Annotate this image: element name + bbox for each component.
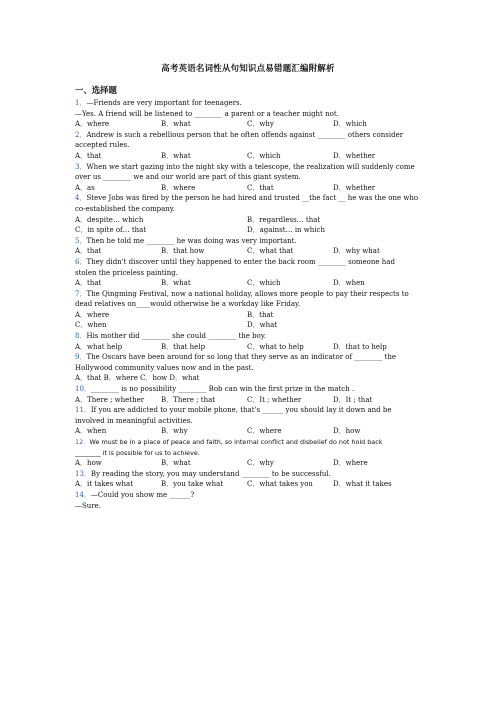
question-stem-continued — [75, 501, 420, 512]
option-d[interactable]: D．where — [333, 459, 368, 468]
question-stem-continued — [75, 448, 420, 459]
question-2 — [75, 130, 420, 162]
question-text: stolen the priceless painting. — [75, 268, 179, 277]
question-stem — [75, 162, 420, 173]
option-b[interactable]: B．what — [161, 459, 191, 468]
question-text: —Could you show me ______? — [90, 490, 195, 499]
option-a[interactable]: A．what help — [75, 342, 123, 351]
option-a[interactable]: A．where — [75, 310, 110, 319]
option-d[interactable]: D．that to help — [333, 342, 387, 351]
question-text: co-established the company. — [75, 204, 176, 213]
question-stem-continued — [75, 204, 420, 215]
option-d[interactable]: D．It ; that — [333, 395, 373, 404]
option-row — [75, 320, 420, 331]
question-stem — [75, 193, 420, 204]
question-13 — [75, 469, 420, 490]
question-number: 5． — [75, 236, 87, 245]
question-number: 4． — [75, 194, 87, 203]
option-b[interactable]: B．why — [161, 427, 188, 436]
option-c[interactable]: C．what that — [247, 247, 294, 256]
option-a[interactable]: A．There ; whether — [75, 395, 145, 404]
option-row — [75, 479, 420, 490]
option-c[interactable]: C．which — [247, 279, 281, 288]
question-text: involved in meaningful activities. — [75, 416, 193, 425]
option-c[interactable]: C．where — [247, 427, 282, 436]
question-stem-continued — [75, 268, 420, 279]
question-stem-continued — [75, 172, 420, 183]
option-c[interactable]: C．that — [247, 183, 274, 192]
option-d[interactable]: D．whether — [333, 183, 376, 192]
question-stem — [75, 352, 420, 363]
question-14 — [75, 490, 420, 511]
option-d[interactable]: D．whether — [333, 151, 376, 160]
question-stem-continued — [75, 299, 420, 310]
question-text: ________ is no possibility ________ Bob can win the first prize in the match . — [90, 385, 355, 394]
question-number: 14． — [75, 490, 91, 499]
option-row — [75, 225, 420, 236]
option-b[interactable]: B．you take what — [161, 480, 224, 489]
question-stem — [75, 437, 420, 448]
question-number: 11． — [75, 406, 91, 415]
question-number: 1． — [75, 99, 87, 107]
option-d[interactable]: D．when — [333, 279, 365, 288]
option-b[interactable]: B．what — [161, 120, 191, 129]
question-stem — [75, 490, 420, 501]
option-row — [75, 119, 420, 130]
option-a[interactable]: A．as — [75, 183, 95, 192]
question-text: His mother did ________ she could ________ the boy. — [86, 332, 267, 341]
option-d[interactable]: D．which — [333, 120, 367, 129]
option-c[interactable]: C．what takes you — [247, 480, 313, 489]
option-d[interactable]: D．how — [333, 427, 361, 436]
option-b[interactable]: B．where — [161, 183, 196, 192]
question-stem — [75, 384, 420, 395]
question-stem-continued — [75, 140, 420, 151]
question-11 — [75, 405, 420, 437]
option-a[interactable]: A．how — [75, 459, 102, 468]
option-d[interactable]: D．what — [247, 321, 278, 330]
option-row — [75, 310, 420, 321]
option-row — [75, 215, 420, 226]
option-row — [75, 342, 420, 353]
question-stem — [75, 130, 420, 141]
question-8 — [75, 331, 420, 352]
option-row — [75, 458, 420, 469]
question-text: They didn't discover until they happened to enter the back room ________ someone had — [86, 257, 395, 266]
question-number: 9． — [75, 353, 87, 362]
question-stem — [75, 331, 420, 342]
option-row — [75, 395, 420, 406]
question-5 — [75, 236, 420, 257]
question-stem — [75, 257, 420, 268]
option-b[interactable]: B．There ; that — [161, 395, 216, 404]
question-9 — [75, 352, 420, 384]
question-stem-continued — [75, 373, 420, 384]
question-stem-continued — [75, 416, 420, 427]
option-b[interactable]: B．that — [247, 310, 274, 319]
option-a[interactable]: A．that — [75, 247, 102, 256]
question-number: 12． — [75, 438, 90, 446]
question-number: 2． — [75, 130, 87, 139]
question-3 — [75, 162, 420, 194]
question-number: 6． — [75, 257, 87, 266]
question-text: Then he told me ________ he was doing was very important. — [86, 236, 297, 245]
question-stem — [75, 98, 420, 109]
question-text: —Sure. — [75, 501, 102, 510]
question-text: Hollywood community values now and in the past. — [75, 363, 254, 372]
question-number: 8． — [75, 332, 87, 341]
question-6 — [75, 257, 420, 289]
question-text: A．that B．where C．how D．what — [75, 374, 200, 383]
question-stem-continued — [75, 109, 420, 120]
question-text: dead relatives on____would otherwise be a workday like Friday. — [75, 300, 301, 309]
question-text: —Friends are very important for teenagers. — [86, 99, 242, 107]
option-c[interactable]: C．why — [247, 120, 274, 129]
option-b[interactable]: B．that help — [161, 342, 206, 351]
question-10 — [75, 384, 420, 405]
question-text: ________ it is possible for us to achieve. — [75, 448, 200, 457]
question-1 — [75, 98, 420, 130]
question-text: —Yes. A friend will be listened to ________ a parent or a teacher might not. — [75, 109, 339, 118]
question-text: When we start gazing into the night sky with a telescope, the realization will suddenly come — [86, 162, 415, 171]
question-stem — [75, 405, 420, 416]
option-a[interactable]: A．it takes what — [75, 480, 134, 489]
question-text: We must be in a place of peace and faith, so internal conflict and disbelief do not hold back — [89, 438, 383, 446]
question-text: The Oscars have been around for so long that they serve as an indicator of ________ the — [86, 353, 396, 362]
question-text: Steve Jobs was fired by the person he had hired and trusted __the fact __ he was the one who — [86, 194, 419, 203]
question-stem — [75, 469, 420, 480]
question-list — [75, 98, 420, 511]
document-title: 高考英语名词性从句知识点易错题汇编附解析 — [161, 63, 335, 73]
option-a[interactable]: A．that — [75, 151, 102, 160]
option-a[interactable]: A．despite… which — [75, 215, 144, 224]
option-c[interactable]: C．what to help — [247, 342, 304, 351]
option-row — [75, 246, 420, 257]
option-c[interactable]: C．why — [247, 459, 274, 468]
option-b[interactable]: B．what — [161, 279, 191, 288]
question-number: 7． — [75, 289, 87, 298]
option-d[interactable]: D．why what — [333, 247, 380, 256]
option-c[interactable]: C．when — [75, 321, 107, 330]
option-d[interactable]: D．what it takes — [333, 480, 392, 489]
question-stem — [75, 236, 420, 247]
option-a[interactable]: A．where — [75, 120, 110, 129]
option-a[interactable]: A．that — [75, 279, 102, 288]
question-4 — [75, 193, 420, 235]
question-number: 13． — [75, 469, 91, 478]
section-heading: 一、选择题 — [75, 85, 117, 95]
option-c[interactable]: C．which — [247, 151, 281, 160]
question-stem-continued — [75, 363, 420, 374]
option-row — [75, 278, 420, 289]
question-text: If you are addicted to your mobile phone, that's ______ you should lay it down and be — [90, 406, 392, 415]
question-text: accepted rules. — [75, 141, 130, 150]
question-text: Andrew is such a rebellious person that he often offends against ________ others consider — [86, 130, 404, 139]
option-b[interactable]: B．regardless… that — [247, 215, 321, 224]
question-number: 10． — [75, 385, 91, 394]
question-7 — [75, 289, 420, 331]
option-row — [75, 426, 420, 437]
option-a[interactable]: A．when — [75, 427, 107, 436]
option-row — [75, 151, 420, 162]
option-b[interactable]: B．that how — [161, 247, 205, 256]
question-text: over us ________ we and our world are part of this giant system. — [75, 173, 301, 182]
option-c[interactable]: C．in spite of… that — [75, 226, 147, 235]
question-12 — [75, 437, 420, 469]
option-row — [75, 183, 420, 194]
question-text: By reading the story, you may understand ________ to be successful. — [90, 469, 331, 478]
option-d[interactable]: D．against… in which — [247, 226, 325, 235]
option-c[interactable]: C．It ; whether — [247, 395, 302, 404]
question-text: The Qingming Festival, now a national holiday, allows more people to pay their respects to — [86, 289, 409, 298]
question-number: 3． — [75, 162, 87, 171]
option-b[interactable]: B．what — [161, 151, 191, 160]
question-stem — [75, 289, 420, 300]
